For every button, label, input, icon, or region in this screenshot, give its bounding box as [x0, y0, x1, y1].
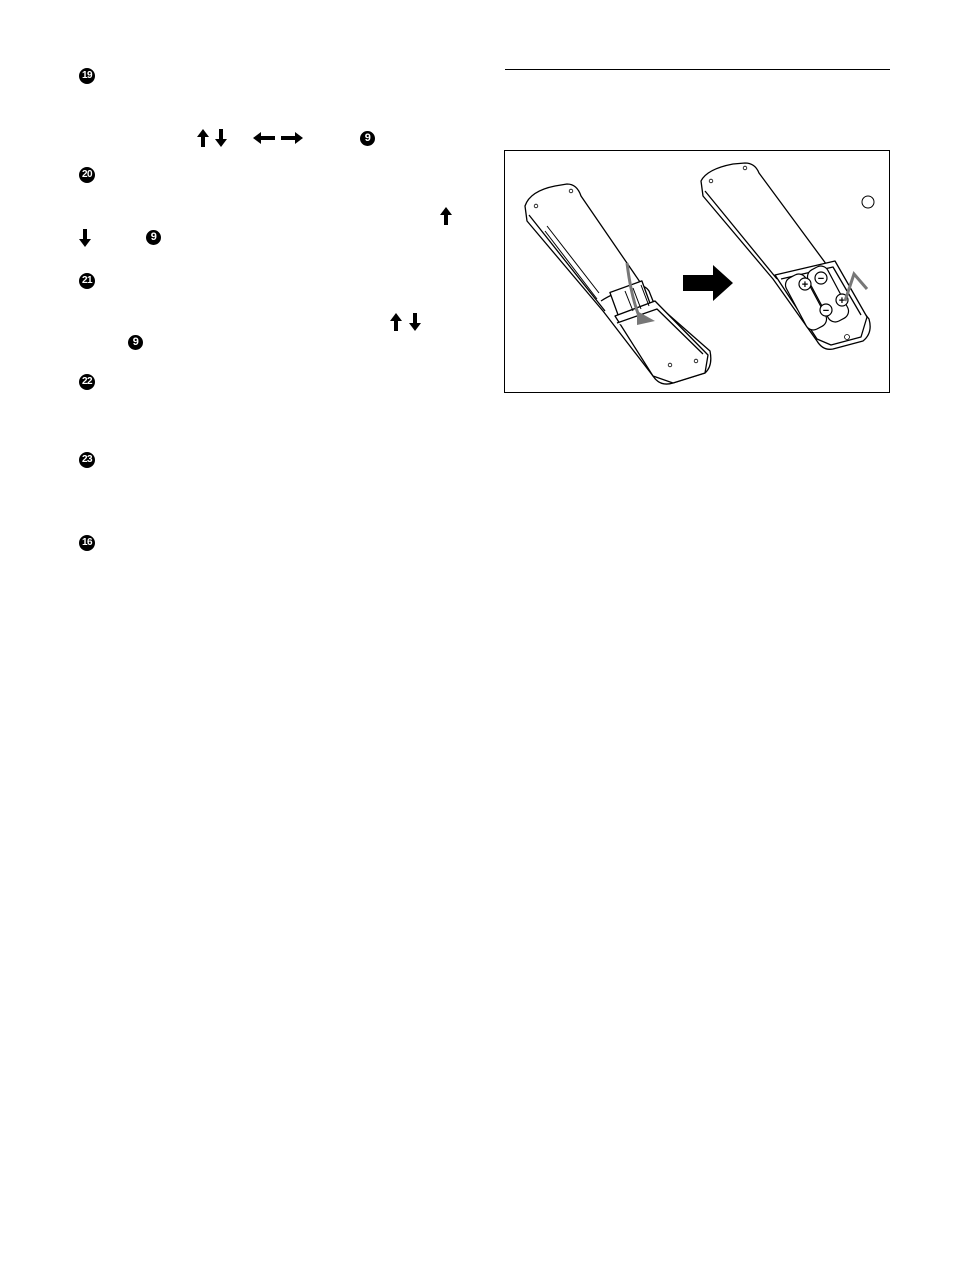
- up-arrow-icon: [440, 207, 452, 225]
- item-number-19: 19: [79, 68, 95, 84]
- reference-number-9: 9: [360, 131, 375, 146]
- right-arrow-icon: [281, 132, 303, 144]
- reference-number-9: 9: [128, 335, 143, 350]
- up-arrow-icon: [197, 129, 209, 147]
- down-arrow-icon: [409, 313, 421, 331]
- item-number-23: 23: [79, 452, 95, 468]
- up-arrow-icon: [390, 313, 402, 331]
- polarity-minus: −: [817, 273, 825, 285]
- item-number-16: 16: [79, 535, 95, 551]
- item-number-20: 20: [79, 167, 95, 183]
- item-number-22: 22: [79, 374, 95, 390]
- battery-installation-figure: [504, 150, 890, 393]
- down-arrow-icon: [79, 229, 91, 247]
- section-rule: [505, 69, 890, 70]
- polarity-minus: −: [822, 305, 830, 317]
- remote-battery-illustration: [505, 151, 891, 394]
- circle-marker-icon: [862, 196, 874, 208]
- left-arrow-icon: [253, 132, 275, 144]
- down-arrow-icon: [215, 129, 227, 147]
- polarity-plus: +: [838, 295, 846, 307]
- reference-number-9: 9: [146, 230, 161, 245]
- polarity-plus: +: [801, 279, 809, 291]
- item-number-21: 21: [79, 273, 95, 289]
